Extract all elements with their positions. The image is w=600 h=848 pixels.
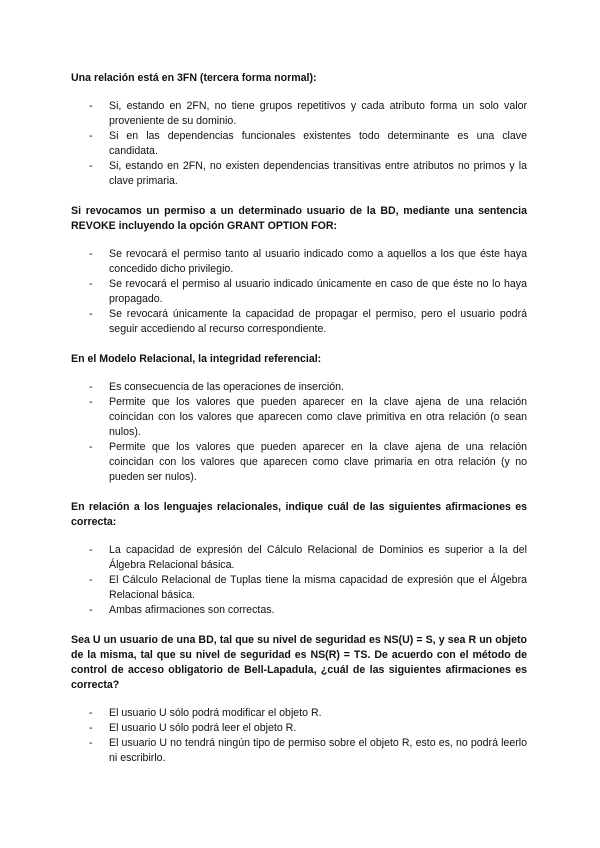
option-list: [71, 543, 527, 618]
option-text: Si, estando en 2FN, no existen dependencias transitivas entre atributos no primos y la clave primaria.: [109, 160, 527, 187]
option-text: Si en las dependencias funcionales existentes todo determinante es una clave candidata.: [109, 130, 527, 157]
list-item: [71, 159, 527, 189]
option-text: Es consecuencia de las operaciones de inserción.: [109, 381, 344, 393]
spacer: [71, 485, 527, 500]
spacer: [71, 189, 527, 204]
option-list: [71, 247, 527, 337]
bullet-dash: -: [89, 604, 93, 616]
option-text: Se revocará únicamente la capacidad de propagar el permiso, pero el usuario podrá seguir accediendo al recurso correspondiente.: [109, 308, 527, 335]
bullet-dash: -: [89, 544, 93, 556]
list-item: [71, 307, 527, 337]
option-text: Permite que los valores que pueden aparecer en la clave ajena de una relación coincidan con los valores que aparecen como clave primitiva en otra relación (o sean nulos).: [109, 396, 527, 438]
option-text: El usuario U no tendrá ningún tipo de permiso sobre el objeto R, esto es, no podrá leerlo ni escribirlo.: [109, 737, 527, 764]
document-page: [71, 71, 527, 766]
bullet-dash: -: [89, 574, 93, 586]
spacer: [71, 337, 527, 352]
question-title: Una relación está en 3FN (tercera forma normal):: [71, 72, 317, 84]
option-text: La capacidad de expresión del Cálculo Relacional de Dominios es superior a la del Álgebra Relacional básica.: [109, 544, 527, 571]
list-item: [71, 603, 527, 618]
bullet-dash: -: [89, 160, 93, 172]
option-list: [71, 380, 527, 485]
list-item: [71, 440, 527, 485]
option-text: El Cálculo Relacional de Tuplas tiene la misma capacidad de expresión que el Álgebra Relacional básica.: [109, 574, 527, 601]
option-text: El usuario U sólo podrá modificar el objeto R.: [109, 707, 322, 719]
option-text: Se revocará el permiso tanto al usuario indicado como a aquellos a los que éste haya concedido dicho privilegio.: [109, 248, 527, 275]
list-item: [71, 736, 527, 766]
question-4: [71, 500, 527, 618]
bullet-dash: -: [89, 130, 93, 142]
list-item: [71, 277, 527, 307]
list-item: [71, 543, 527, 573]
list-item: [71, 99, 527, 129]
list-item: [71, 395, 527, 440]
list-item: [71, 380, 527, 395]
question-title: En relación a los lenguajes relacionales, indique cuál de las siguientes afirmaciones es correcta:: [71, 501, 527, 528]
question-title: Si revocamos un permiso a un determinado usuario de la BD, mediante una sentencia REVOKE incluyendo la opción GRANT OPTION FOR:: [71, 205, 527, 232]
question-5: [71, 633, 527, 766]
question-title: En el Modelo Relacional, la integridad referencial:: [71, 353, 322, 365]
question-3: [71, 352, 527, 485]
bullet-dash: -: [89, 441, 93, 453]
list-item: [71, 129, 527, 159]
option-text: Permite que los valores que pueden aparecer en la clave ajena de una relación coincidan con los valores que aparecen como clave primaria en otra relación (y no pueden ser nulos).: [109, 441, 527, 483]
option-text: Si, estando en 2FN, no tiene grupos repetitivos y cada atributo forma un solo valor proveniente de su dominio.: [109, 100, 527, 127]
spacer: [71, 618, 527, 633]
option-text: Se revocará el permiso al usuario indicado únicamente en caso de que éste no lo haya propagado.: [109, 278, 527, 305]
bullet-dash: -: [89, 707, 93, 719]
list-item: [71, 706, 527, 721]
bullet-dash: -: [89, 381, 93, 393]
question-2: [71, 204, 527, 337]
bullet-dash: -: [89, 396, 93, 408]
bullet-dash: -: [89, 100, 93, 112]
bullet-dash: -: [89, 248, 93, 260]
list-item: [71, 573, 527, 603]
option-list: [71, 99, 527, 189]
option-text: El usuario U sólo podrá leer el objeto R.: [109, 722, 297, 734]
list-item: [71, 721, 527, 736]
bullet-dash: -: [89, 737, 93, 749]
bullet-dash: -: [89, 722, 93, 734]
bullet-dash: -: [89, 308, 93, 320]
list-item: [71, 247, 527, 277]
question-title: Sea U un usuario de una BD, tal que su nivel de seguridad es NS(U) = S, y sea R un objeto de la misma, tal que su nivel de seguridad es NS(R) = TS. De acuerdo con el método de control de acceso obligatorio de Bell-Lapadula, ¿cuál de las siguientes afirmaciones es correcta?: [71, 634, 527, 691]
option-text: Ambas afirmaciones son correctas.: [109, 604, 275, 616]
option-list: [71, 706, 527, 766]
question-1: [71, 71, 527, 189]
bullet-dash: -: [89, 278, 93, 290]
